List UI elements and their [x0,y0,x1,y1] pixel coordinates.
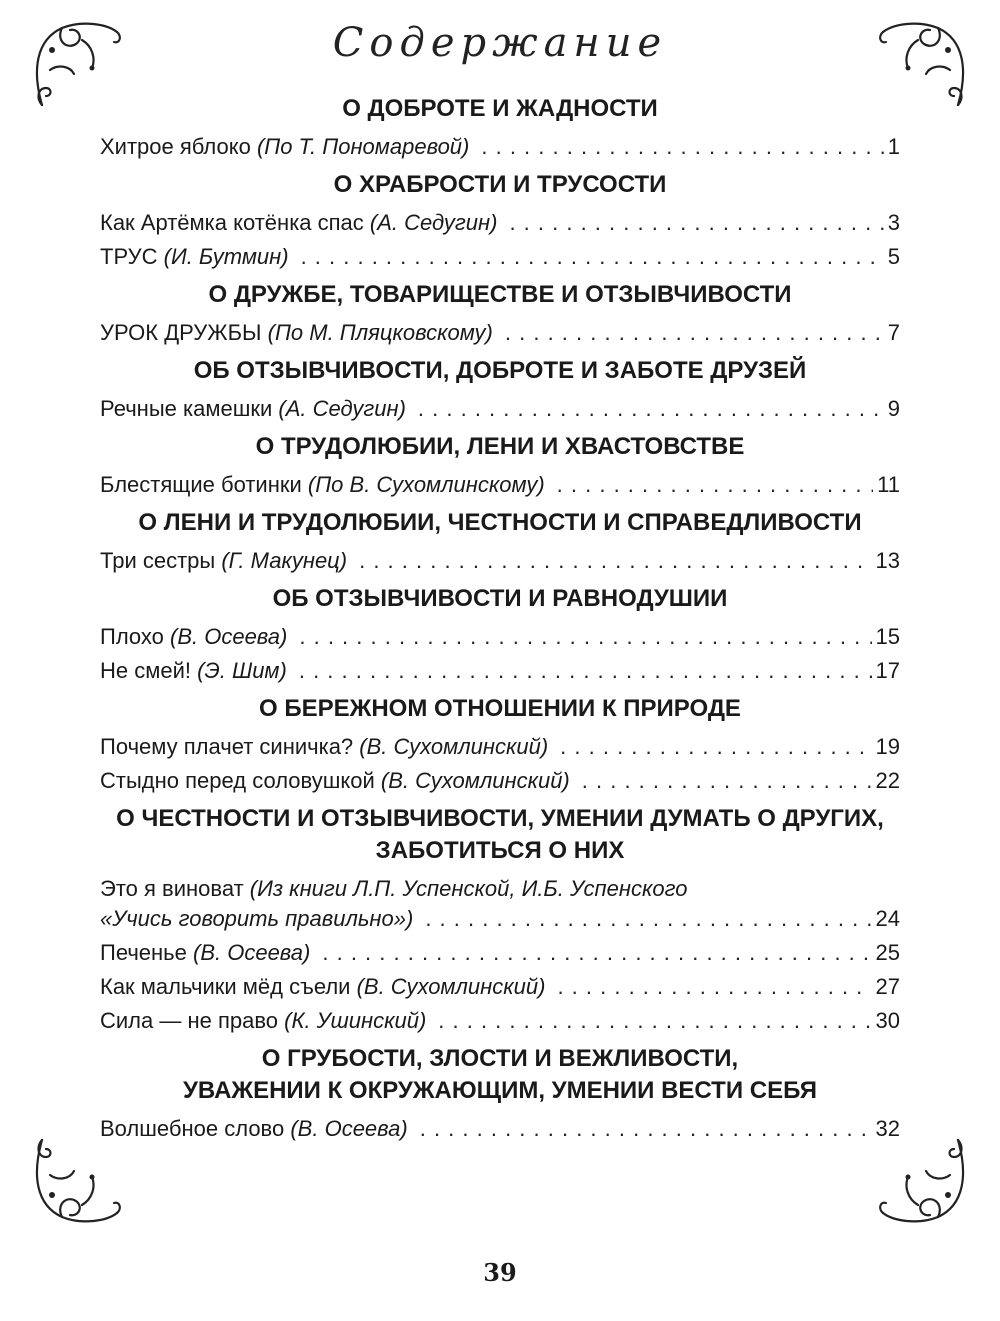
entry-page: 19 [875,734,900,759]
entry-page: 27 [875,974,900,999]
entry-page: 3 [887,210,900,235]
entry-title: ТРУС [100,244,158,269]
section-heading: О ДОБРОТЕ И ЖАДНОСТИ [342,95,658,122]
entry-author: (В. Осеева) [193,940,311,965]
entry-author: (В. Сухомлинский) [380,768,570,793]
toc-entry[interactable] [100,208,900,238]
dot-leader [505,318,884,348]
entry-author: (По М. Пляцковскому) [267,320,493,345]
entry-page: 1 [887,134,900,159]
entry-page: 13 [875,548,900,573]
toc-entry[interactable] [100,1114,900,1144]
section-heading: О ХРАБРОСТИ И ТРУСОСТИ [333,171,667,198]
toc-entry[interactable] [100,394,900,424]
section-heading: ОБ ОТЗЫВЧИВОСТИ И РАВНОДУШИИ [272,585,728,612]
entry-author: (По В. Сухомлинскому) [307,472,545,497]
entry-author: (Г. Макунец) [221,548,348,573]
section-heading-line2: ЗАБОТИТЬСЯ О НИХ [375,837,625,864]
entry-author: (По Т. Пономаревой) [256,134,470,159]
entry-author: (В. Осеева) [170,624,288,649]
page-number: 39 [483,1258,517,1287]
entry-title: Стыдно перед соловушкой [100,768,375,793]
toc-entry[interactable] [100,622,900,652]
section-heading: О БЕРЕЖНОМ ОТНОШЕНИИ К ПРИРОДЕ [259,695,741,722]
toc-entry[interactable] [100,938,900,968]
toc-entry[interactable] [100,242,900,272]
entry-page: 17 [875,658,900,683]
toc-entry[interactable] [100,874,900,934]
entry-title: Как Артёмка котёнка спас [100,210,364,235]
entry-author-cont: «Учись говорить правильно») [100,906,414,931]
toc-entry[interactable] [100,972,900,1002]
entry-title: Это я виноват [100,876,244,901]
section-heading: О ТРУДОЛЮБИИ, ЛЕНИ И ХВАСТОВСТВЕ [255,433,745,460]
section-heading-line2: УВАЖЕНИИ К ОКРУЖАЮЩИМ, УМЕНИИ ВЕСТИ СЕБЯ [183,1077,817,1104]
dot-leader [420,1114,872,1144]
entry-title: Волшебное слово [100,1116,285,1141]
entry-author: (К. Ушинский) [284,1008,427,1033]
section-heading: О ДРУЖБЕ, ТОВАРИЩЕСТВЕ И ОТЗЫВЧИВОСТИ [208,281,792,308]
section-heading [100,1040,900,1110]
toc-entry[interactable] [100,546,900,576]
dot-leader [582,766,872,796]
entry-title: Речные камешки [100,396,273,421]
page-title: Содержание [332,20,668,66]
section-heading: О ЛЕНИ И ТРУДОЛЮБИИ, ЧЕСТНОСТИ И СПРАВЕДЛИВОСТИ [138,509,862,536]
entry-author: (В. Осеева) [290,1116,408,1141]
entry-author: (И. Бутмин) [163,244,289,269]
section-heading: ОБ ОТЗЫВЧИВОСТИ, ДОБРОТЕ И ЗАБОТЕ ДРУЗЕЙ [193,357,807,384]
toc-entry[interactable] [100,132,900,162]
entry-title: Печенье [100,940,187,965]
entry-author: (А. Седугин) [369,210,498,235]
dot-leader [509,208,883,238]
entry-title: Не смей! [100,658,191,683]
dot-leader [322,938,871,968]
entry-title: Как мальчики мёд съели [100,974,351,999]
dot-leader [299,656,872,686]
entry-page: 32 [875,1116,900,1141]
entry-page: 25 [875,940,900,965]
toc-entry[interactable] [100,318,900,348]
entry-page: 22 [875,768,900,793]
section-heading [100,800,900,870]
entry-title: Плохо [100,624,164,649]
dot-leader [557,470,873,500]
dot-leader [425,904,871,934]
table-of-contents [100,90,900,1148]
entry-title: Сила — не право [100,1008,279,1033]
entry-title: Блестящие ботинки [100,472,302,497]
dot-leader [438,1006,871,1036]
dot-leader [418,394,884,424]
entry-page: 5 [887,244,900,269]
dot-leader [560,732,871,762]
toc-entry[interactable] [100,656,900,686]
section-heading-line1: О ЧЕСТНОСТИ И ОТЗЫВЧИВОСТИ, УМЕНИИ ДУМАТЬ О ДРУГИХ, [116,805,884,832]
entry-title: Почему плачет синичка? [100,734,354,759]
toc-entry[interactable] [100,470,900,500]
entry-author: (В. Сухомлинский) [359,734,549,759]
entry-title: УРОК ДРУЖБЫ [100,320,262,345]
toc-entry[interactable] [100,732,900,762]
entry-page: 30 [875,1008,900,1033]
dot-leader [481,132,883,162]
entry-author: (Из книги Л.П. Успенской, И.Б. Успенского [249,876,688,901]
dot-leader [299,622,871,652]
entry-author: (Э. Шим) [197,658,287,683]
entry-title: Три сестры [100,548,216,573]
entry-page: 7 [887,320,900,345]
entry-author: (В. Сухомлинский) [356,974,546,999]
entry-title: Хитрое яблоко [100,134,251,159]
dot-leader [301,242,884,272]
entry-page: 24 [875,906,900,931]
entry-page: 11 [877,472,900,497]
entry-page: 9 [887,396,900,421]
dot-leader [359,546,871,576]
entry-page: 15 [875,624,900,649]
toc-entry[interactable] [100,1006,900,1036]
dot-leader [557,972,871,1002]
toc-entry[interactable] [100,766,900,796]
entry-author: (А. Седугин) [278,396,406,421]
section-heading-line1: О ГРУБОСТИ, ЗЛОСТИ И ВЕЖЛИВОСТИ, [261,1045,739,1072]
